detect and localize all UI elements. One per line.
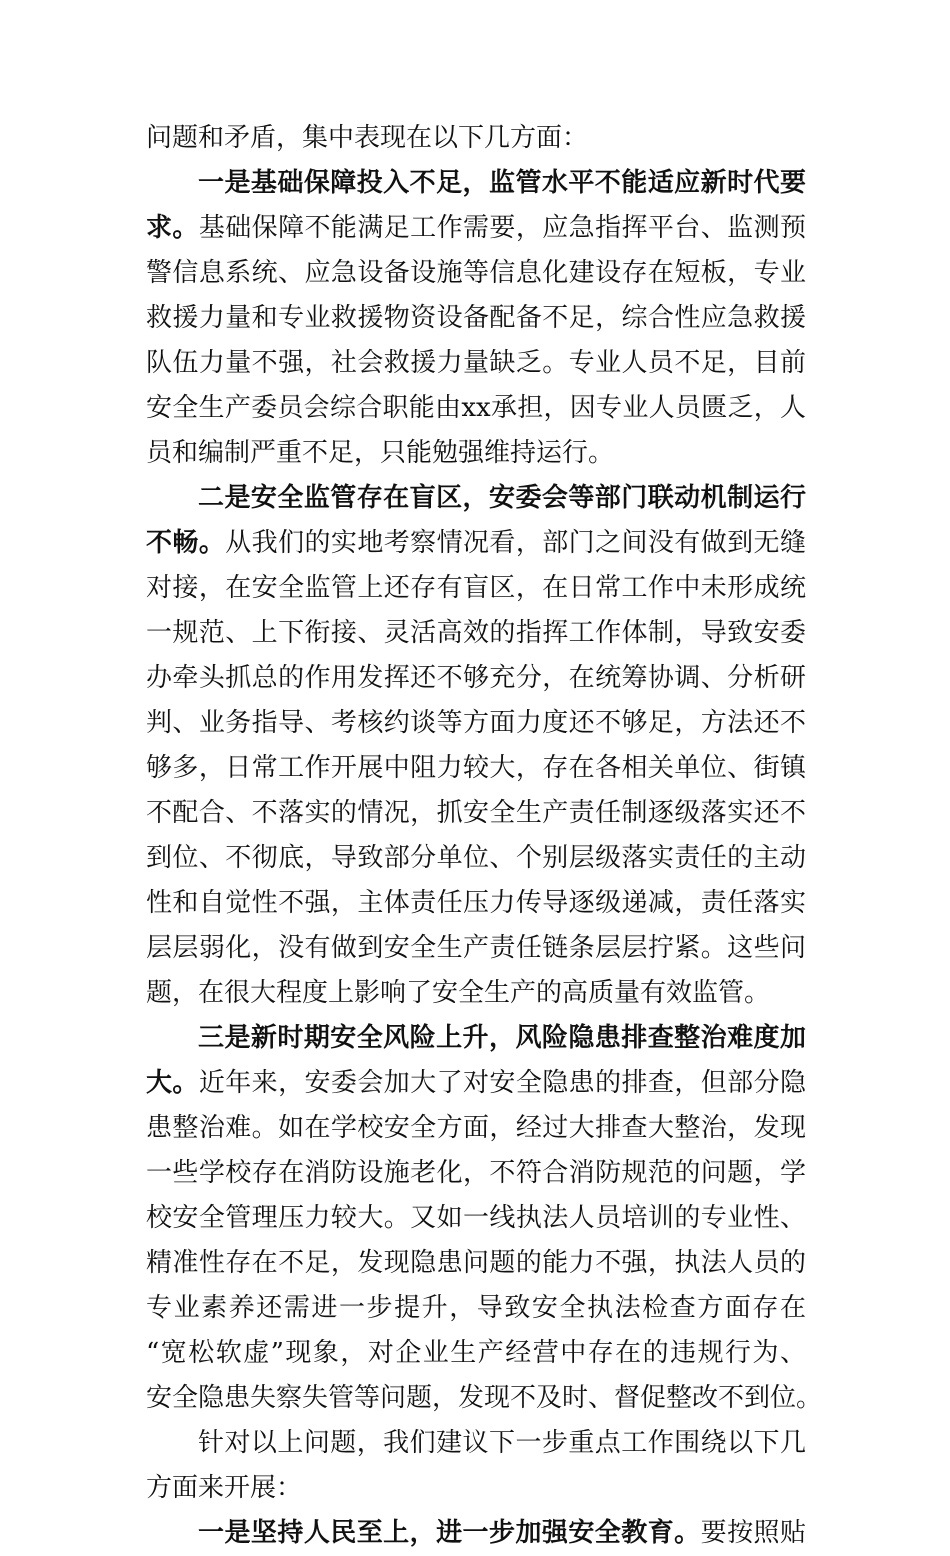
body-text: 从我们的实地考察情况看，部门之间没有做到无缝: [225, 528, 806, 558]
text-line: [146, 206, 806, 251]
body-text: 员和编制严重不足，只能勉强维持运行。: [146, 438, 615, 468]
bold-heading-text: 大。: [146, 1068, 199, 1098]
text-line: [146, 431, 806, 476]
text-line: [146, 386, 806, 431]
text-line: [146, 1511, 806, 1556]
body-text: 办牵头抓总的作用发挥还不够充分，在统筹协调、分析研: [146, 663, 806, 693]
text-line: [146, 881, 806, 926]
body-text: 安全隐患失察失管等问题，发现不及时、督促整改不到位。: [146, 1383, 823, 1413]
body-text: 性和自觉性不强，主体责任压力传导逐级递减，责任落实: [146, 888, 806, 918]
body-text: 专业素养还需进一步提升，导致安全执法检查方面存在: [146, 1293, 806, 1323]
body-text: 近年来，安委会加大了对安全隐患的排查，但部分隐: [198, 1068, 806, 1098]
body-text: 救援力量和专业救援物资设备配备不足，综合性应急救援: [146, 303, 806, 333]
body-text: 方面来开展：: [146, 1473, 303, 1503]
body-text: 一些学校存在消防设施老化，不符合消防规范的问题，学: [146, 1158, 806, 1188]
body-text: 针对以上问题，我们建议下一步重点工作围绕以下几: [198, 1428, 806, 1458]
text-line: [146, 656, 806, 701]
body-text: 基础保障不能满足工作需要，应急指挥平台、监测预: [198, 213, 806, 243]
text-line: [146, 521, 806, 566]
text-line: [146, 1016, 806, 1061]
text-line: [146, 611, 806, 656]
body-text: 安全生产委员会综合职能由xx承担，因专业人员匮乏，人: [146, 393, 806, 423]
text-line: [146, 1286, 806, 1331]
body-text: 题，在很大程度上影响了安全生产的高质量有效监管。: [146, 978, 771, 1008]
text-line: [146, 1376, 823, 1421]
text-line: [146, 1061, 806, 1106]
body-text: 一规范、上下衔接、灵活高效的指挥工作体制，导致安委: [146, 618, 806, 648]
body-text: 判、业务指导、考核约谈等方面力度还不够足，方法还不: [146, 708, 806, 738]
text-line: [146, 971, 806, 1016]
body-text: “宽松软虚”现象，对企业生产经营中存在的违规行为、: [146, 1338, 806, 1368]
document-body: [146, 116, 823, 1556]
text-line: [146, 296, 806, 341]
text-line: [146, 1331, 806, 1376]
text-line: [146, 566, 806, 611]
bold-heading-text: 一是基础保障投入不足，监管水平不能适应新时代要: [198, 168, 806, 198]
text-line: [146, 791, 806, 836]
text-line: [146, 701, 806, 746]
bold-heading-text: 求。: [146, 213, 199, 243]
text-line: [146, 116, 806, 161]
text-line: [146, 1151, 806, 1196]
text-line: [146, 746, 806, 791]
body-text: 校安全管理压力较大。又如一线执法人员培训的专业性、: [146, 1203, 806, 1233]
body-text: 对接，在安全监管上还存有盲区，在日常工作中未形成统: [146, 573, 806, 603]
body-text: 到位、不彻底，导致部分单位、个别层级落实责任的主动: [146, 843, 806, 873]
body-text: 精准性存在不足，发现隐患问题的能力不强，执法人员的: [146, 1248, 806, 1278]
body-text: 够多，日常工作开展中阻力较大，存在各相关单位、街镇: [146, 753, 806, 783]
body-text: 要按照贴: [700, 1518, 806, 1548]
body-text: 队伍力量不强，社会救援力量缺乏。专业人员不足，目前: [146, 348, 806, 378]
text-line: [146, 1421, 806, 1466]
text-line: [146, 476, 806, 521]
bold-heading-text: 一是坚持人民至上，进一步加强安全教育。: [198, 1518, 701, 1548]
bold-heading-text: 二是安全监管存在盲区，安委会等部门联动机制运行: [198, 483, 806, 513]
text-line: [146, 1106, 806, 1151]
body-text: 警信息系统、应急设备设施等信息化建设存在短板，专业: [146, 258, 806, 288]
text-line: [146, 1466, 806, 1511]
bold-heading-text: 不畅。: [146, 528, 226, 558]
body-text: 层层弱化，没有做到安全生产责任链条层层拧紧。这些问: [146, 933, 806, 963]
text-line: [146, 161, 806, 206]
text-line: [146, 1196, 806, 1241]
text-line: [146, 926, 806, 971]
body-text: 患整治难。如在学校安全方面，经过大排查大整治，发现: [146, 1113, 806, 1143]
text-line: [146, 341, 806, 386]
text-line: [146, 836, 806, 881]
body-text: 问题和矛盾，集中表现在以下几方面：: [146, 123, 589, 153]
bold-heading-text: 三是新时期安全风险上升，风险隐患排查整治难度加: [198, 1023, 806, 1053]
body-text: 不配合、不落实的情况，抓安全生产责任制逐级落实还不: [146, 798, 806, 828]
text-line: [146, 251, 806, 296]
text-line: [146, 1241, 806, 1286]
